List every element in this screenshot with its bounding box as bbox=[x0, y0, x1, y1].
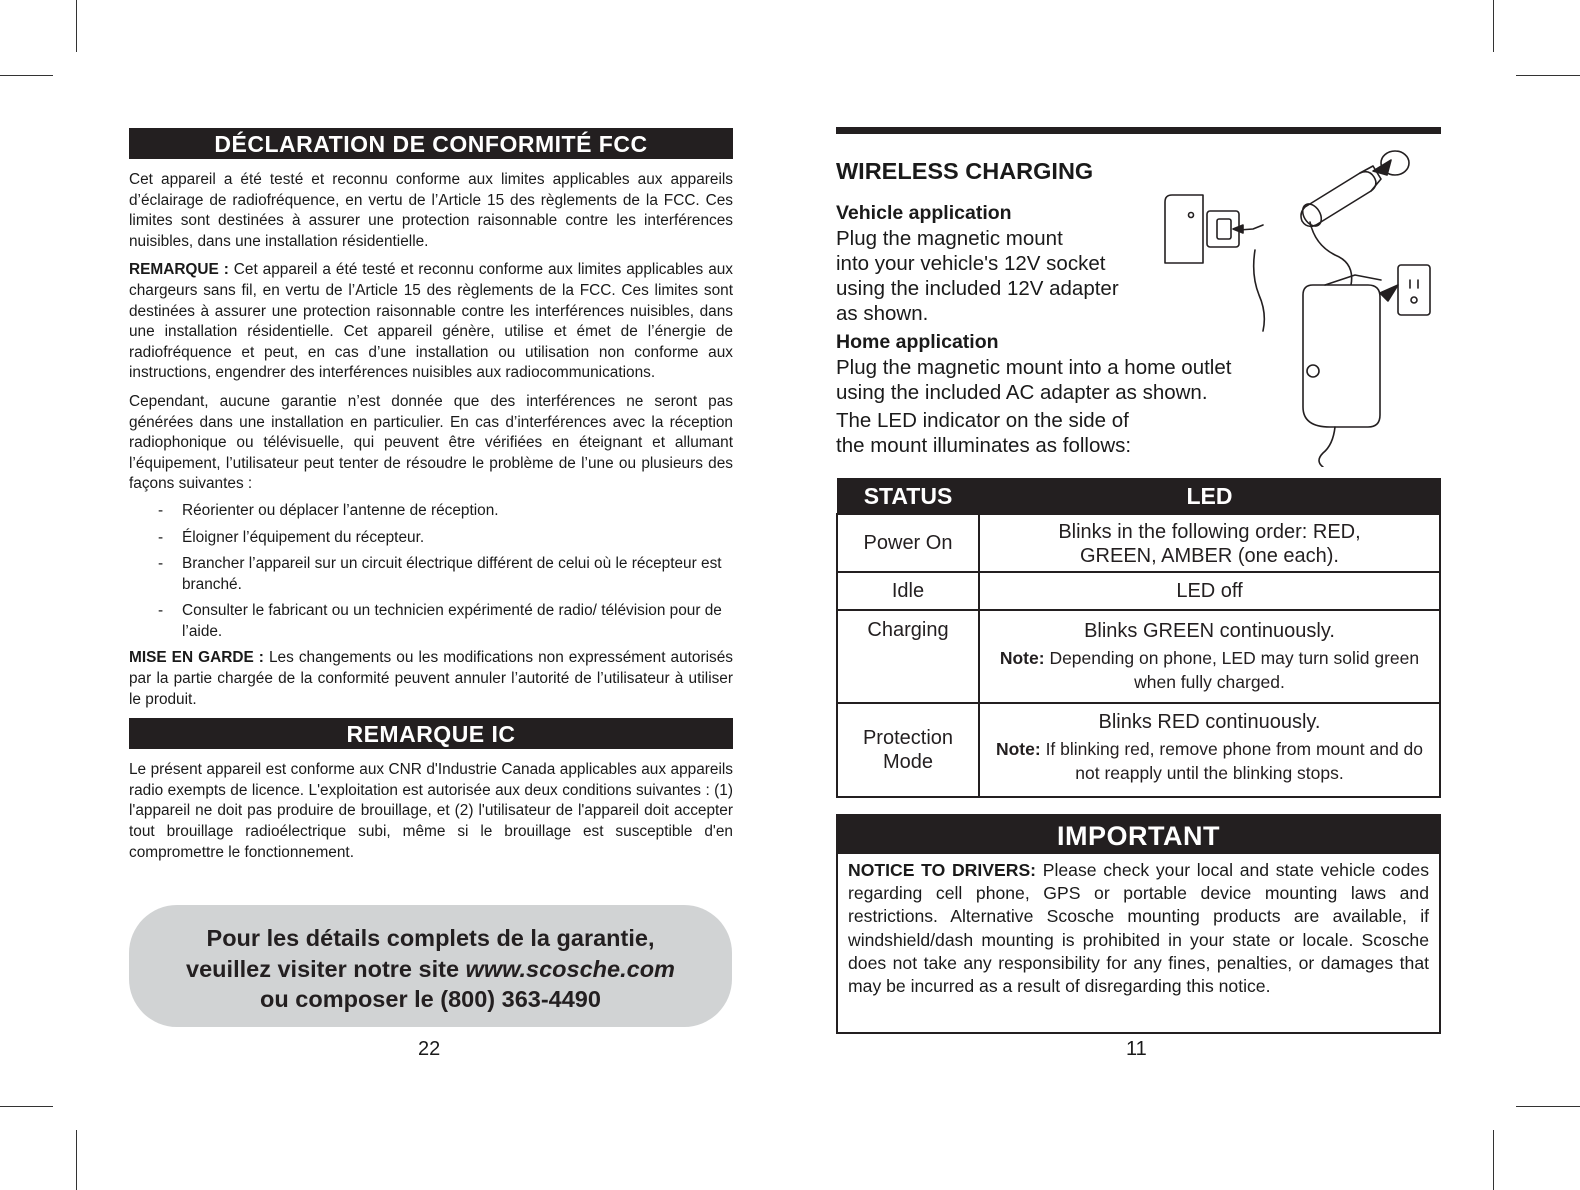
list-item bbox=[129, 501, 733, 522]
status-cell: Power On bbox=[837, 514, 979, 572]
bullet-dash: - bbox=[158, 501, 164, 519]
warranty-line-2 bbox=[129, 954, 732, 985]
warning-label: MISE EN GARDE : bbox=[129, 649, 264, 667]
led-cell bbox=[979, 514, 1440, 572]
vehicle-text-line: as shown. bbox=[836, 302, 929, 325]
status-text-line: Protection bbox=[862, 727, 954, 749]
note-label: Note: bbox=[995, 739, 1041, 759]
led-text-line: Blinks GREEN continuously. bbox=[1084, 620, 1335, 642]
led-header: LED bbox=[979, 479, 1440, 515]
table-row bbox=[837, 572, 1440, 610]
fcc-title: DÉCLARATION DE CONFORMITÉ FCC bbox=[129, 128, 733, 159]
notice-paragraph bbox=[838, 854, 1439, 998]
crop-mark bbox=[1516, 1106, 1580, 1107]
bullet-dash: - bbox=[158, 602, 164, 620]
bullet-text: Consulter le fabricant ou un technicien expérimenté de radio/ télévision pour de l’aide. bbox=[182, 602, 722, 640]
table-row bbox=[837, 514, 1440, 572]
led-text-line: Blinks in the following order: RED, bbox=[1058, 521, 1361, 543]
status-text-line: Mode bbox=[882, 751, 934, 773]
notice-text: Please check your local and state vehicle codes regarding cell phone, GPS or portable device mounting laws and restrictions. Alternative Scosche mounting products are available, if windshield/dash mounting is prohibited in your state or locale. Scosche does not take any responsibility for any fines, penalties, or damages that may be incurred as a result of disregarding this notice. bbox=[848, 860, 1429, 997]
note-text bbox=[994, 646, 1425, 694]
note-body: If blinking red, remove phone from mount and do not reapply until the blinking stops. bbox=[1040, 739, 1424, 783]
left-page bbox=[129, 128, 733, 863]
fcc-bullet-list bbox=[129, 501, 733, 643]
warranty-line-1: Pour les détails complets de la garantie, bbox=[206, 925, 655, 951]
vehicle-text-line: into your vehicle's 12V socket bbox=[836, 252, 1106, 275]
led-cell bbox=[979, 703, 1440, 797]
list-item bbox=[129, 601, 733, 642]
bullet-dash: - bbox=[158, 555, 164, 573]
crop-mark bbox=[76, 0, 77, 52]
led-status-table bbox=[836, 478, 1441, 798]
bullet-text: Brancher l’appareil sur un circuit électrique différent de celui où le récepteur est branché. bbox=[182, 555, 722, 593]
bullet-text: Éloigner l’équipement du récepteur. bbox=[182, 528, 425, 546]
page-number-left: 22 bbox=[418, 1038, 441, 1060]
note-body: Depending on phone, LED may turn solid green when fully charged. bbox=[1044, 648, 1420, 692]
ic-title: REMARQUE IC bbox=[129, 718, 733, 749]
top-rule bbox=[836, 127, 1441, 134]
warranty-box bbox=[129, 905, 732, 1027]
led-text-line: The LED indicator on the side of bbox=[836, 409, 1129, 432]
led-cell bbox=[979, 610, 1440, 703]
table-row bbox=[837, 610, 1440, 703]
warranty-line-2-prefix: veuillez visiter notre site bbox=[186, 955, 466, 982]
crop-mark bbox=[1493, 1130, 1494, 1190]
important-box bbox=[836, 814, 1441, 1034]
led-cell bbox=[979, 572, 1440, 610]
notice-label: NOTICE TO DRIVERS: bbox=[848, 860, 1037, 880]
fcc-paragraph-1: Cet appareil a été testé et reconnu conforme aux limites applicables aux appareils d’éclairage de radiofréquence, en vertu de l’Article 15 des règlements de la FCC. Ces limites sont destinées à assurer une protection raisonnable contre les interférences nuisibles, dans une installation résidentielle. bbox=[129, 171, 733, 250]
ic-paragraph: Le présent appareil est conforme aux CNR d'Industrie Canada applicables aux appareils radio exempts de licence. L'exploitation est autorisée aux deux conditions suivantes : (1) l'appareil ne doit pas produire de brouillage, et (2) l'utilisateur de l'appareil doit accepter tout brouillage radioélectrique subi, même si le brouillage est susceptible d'en compromettre le fonctionnement. bbox=[129, 761, 733, 861]
vehicle-text-line: Plug the magnetic mount bbox=[836, 227, 1063, 250]
warranty-url-link[interactable]: www.scosche.com bbox=[465, 955, 675, 982]
home-text-line: Plug the magnetic mount into a home outlet bbox=[836, 356, 1232, 379]
important-title: IMPORTANT bbox=[838, 816, 1439, 854]
led-text-line: the mount illuminates as follows: bbox=[836, 434, 1132, 457]
crop-mark bbox=[1493, 0, 1494, 52]
table-row bbox=[837, 703, 1440, 797]
page-number-right: 11 bbox=[1126, 1038, 1147, 1060]
led-text-line: Blinks RED continuously. bbox=[1098, 711, 1321, 733]
note-label: Note: bbox=[999, 648, 1045, 668]
table-header-row bbox=[837, 479, 1440, 515]
vehicle-heading: Vehicle application bbox=[836, 202, 1012, 224]
led-text-line: LED off bbox=[1176, 579, 1243, 602]
remarque-label: REMARQUE : bbox=[129, 261, 229, 279]
list-item bbox=[129, 554, 733, 595]
status-cell: Charging bbox=[837, 610, 979, 703]
vehicle-text-line: using the included 12V adapter bbox=[836, 277, 1119, 300]
remarque-text: Cet appareil a été testé et reconnu conforme aux limites applicables aux chargeurs sans fil, en vertu de l’Article 15 des règlements de la FCC. Ces limites sont destinées à assurer une protection raisonnable contre les interférences nuisibles, dans une installation résidentielle. Cet appareil génère, utilise et émet de l’énergie de radiofréquence et peut, en cas d’une installation ou utilisation non conforme aux instructions, engendrer des interférences nuisibles aux radiocommunications. bbox=[129, 261, 734, 382]
crop-mark bbox=[1516, 75, 1580, 76]
bullet-dash: - bbox=[158, 528, 164, 546]
crop-mark bbox=[0, 1106, 53, 1107]
warning-paragraph bbox=[129, 648, 733, 710]
list-item bbox=[129, 528, 733, 549]
fcc-paragraph-2 bbox=[129, 260, 733, 384]
note-text bbox=[994, 737, 1425, 785]
led-text-line: GREEN, AMBER (one each). bbox=[1080, 545, 1339, 567]
crop-mark bbox=[0, 75, 53, 76]
status-cell: Idle bbox=[837, 572, 979, 610]
wireless-charging-title: WIRELESS CHARGING bbox=[836, 158, 1094, 184]
home-text-line: using the included AC adapter as shown. bbox=[836, 381, 1208, 404]
bullet-text: Réorienter ou déplacer l’antenne de réception. bbox=[182, 501, 499, 519]
status-header: STATUS bbox=[837, 479, 979, 515]
status-cell bbox=[837, 703, 979, 797]
adapter-illustration bbox=[1155, 145, 1445, 467]
warning-text: Les changements ou les modifications non expressément autorisés par la partie chargée de la conformité peuvent annuler l’autorité de l’utilisateur à utiliser le produit. bbox=[129, 649, 733, 708]
crop-mark bbox=[76, 1130, 77, 1190]
fcc-paragraph-3: Cependant, aucune garantie n’est donnée que des interférences ne seront pas générées dans une installation en particulier. En cas d’interférences avec la réception radiophonique ou télévisuelle, qui peuvent être vérifiées en éteignant et allumant l’équipement, l’utilisateur peut tenter de résoudre le problème de l’une ou plusieurs des façons suivantes : bbox=[129, 392, 733, 493]
home-heading: Home application bbox=[836, 331, 999, 353]
warranty-line-3: ou composer le (800) 363-4490 bbox=[260, 986, 601, 1012]
